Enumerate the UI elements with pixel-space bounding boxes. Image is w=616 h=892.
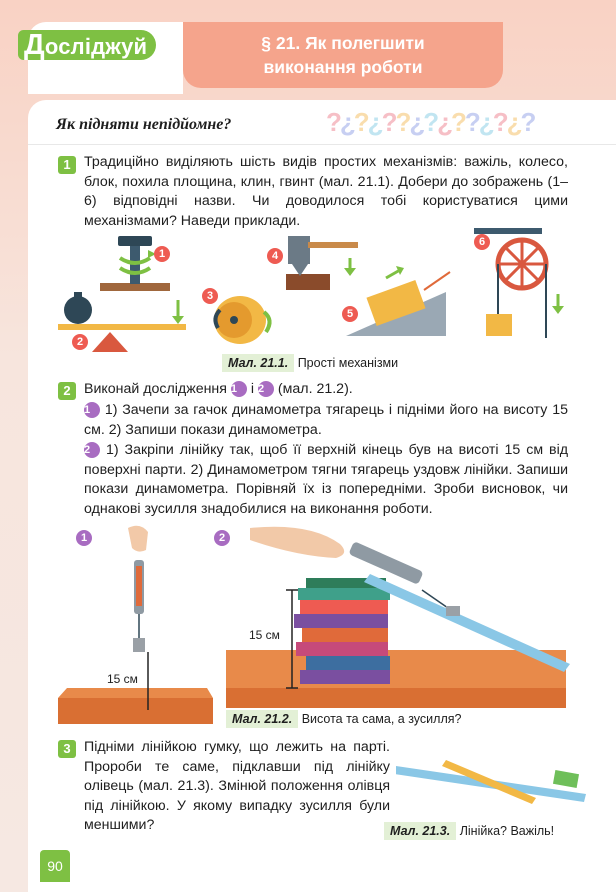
title-line-2: виконання роботи	[263, 57, 423, 77]
dynamometer-experiment-illustration	[50, 520, 590, 730]
figure-21-1-caption	[222, 354, 398, 372]
title-line-1: § 21. Як полегшити	[261, 33, 425, 53]
subtitle: Як підняти непідйомне?	[56, 116, 232, 133]
task-3-number: 3	[58, 740, 76, 758]
badge-initial: Д	[24, 29, 45, 61]
task-2-intro-a: Виконай дослідження	[84, 381, 227, 397]
figure-panel-2-marker: 2	[214, 530, 230, 546]
mechanism-number-1: 1	[154, 246, 170, 262]
step-2-text: 1) Закріпи лінійку так, щоб її верхній кінець був на висоті 15 см від поверхні парти. 2) Динамометром тягни тягарець уздовж лінійки. Запиши покази динамометра. Порівняй їх із попередніми. Зроби висновок, чи однакові зусилля знадобилися на виконання роботи.	[84, 442, 568, 517]
figure-21-2-tag: Мал. 21.2.	[226, 710, 298, 728]
task-2-step-2	[84, 441, 568, 519]
task-2-step-1	[84, 401, 568, 440]
figure-21-3-text: Лінійка? Важіль!	[459, 824, 555, 838]
task-1-text: Традиційно виділяють шість видів простих механізмів: важіль, колесо, блок, похила площина, клин, гвинт (мал. 21.1). Добери до зображень (1–6) відповідні назви. Чи доводилося тобі користуватися цими механізмами? Наведи приклади.	[84, 154, 568, 229]
task-2-and: і	[250, 381, 255, 397]
ruler-pencil-illustration	[396, 752, 596, 812]
step-1-text: 1) Зачепи за гачок динамометра тягарець і підніми його на висоту 15 см. 2) Запиши покази динамометра.	[84, 402, 568, 438]
experiment-1-marker: 1	[231, 381, 247, 397]
wheel-mechanism-icon	[214, 296, 270, 344]
experiment-2-marker: 2	[258, 381, 274, 397]
figure-21-2-text: Висота та сама, а зусилля?	[301, 712, 462, 726]
mechanism-number-6: 6	[474, 234, 490, 250]
wedge-mechanism-icon	[286, 236, 358, 290]
task-1-number: 1	[58, 156, 76, 174]
step-2-marker: 2	[84, 442, 100, 458]
figure-panel-1-marker: 1	[76, 530, 92, 546]
mechanism-number-4: 4	[267, 248, 283, 264]
badge-label: осліджуй	[44, 34, 148, 59]
figure-21-1-text: Прості механізми	[297, 356, 399, 370]
mechanism-number-5: 5	[342, 306, 358, 322]
step-1-marker: 1	[84, 402, 100, 418]
mechanism-number-3: 3	[202, 288, 218, 304]
section-badge	[18, 30, 156, 60]
question-marks-decoration: ?¿?¿??¿?¿??¿?¿?	[326, 107, 535, 137]
inclined-plane-mechanism-icon	[346, 266, 450, 336]
figure-21-3-tag: Мал. 21.3.	[384, 822, 456, 840]
task-2-intro	[84, 380, 568, 400]
simple-mechanisms-illustration	[50, 228, 590, 353]
mechanism-number-2: 2	[72, 334, 88, 350]
height-label-panel-1: 15 см	[107, 672, 138, 686]
task-3-text: Підніми лінійкою гумку, що лежить на парті. Пророби те саме, підклавши під лінійку олівець (мал. 21.3). Змінюй положення олівця під лінійкою. У якому випадку зусилля були меншими?	[84, 739, 390, 833]
figure-21-2-caption	[226, 710, 461, 728]
task-2-intro-b: (мал. 21.2).	[277, 381, 353, 397]
screw-mechanism-icon	[100, 236, 170, 291]
section-title	[183, 22, 503, 88]
figure-21-1-tag: Мал. 21.1.	[222, 354, 294, 372]
task-2-number: 2	[58, 382, 76, 400]
page-number: 90	[40, 850, 70, 882]
height-label-panel-2: 15 см	[249, 628, 280, 642]
figure-21-3-caption	[384, 822, 554, 840]
